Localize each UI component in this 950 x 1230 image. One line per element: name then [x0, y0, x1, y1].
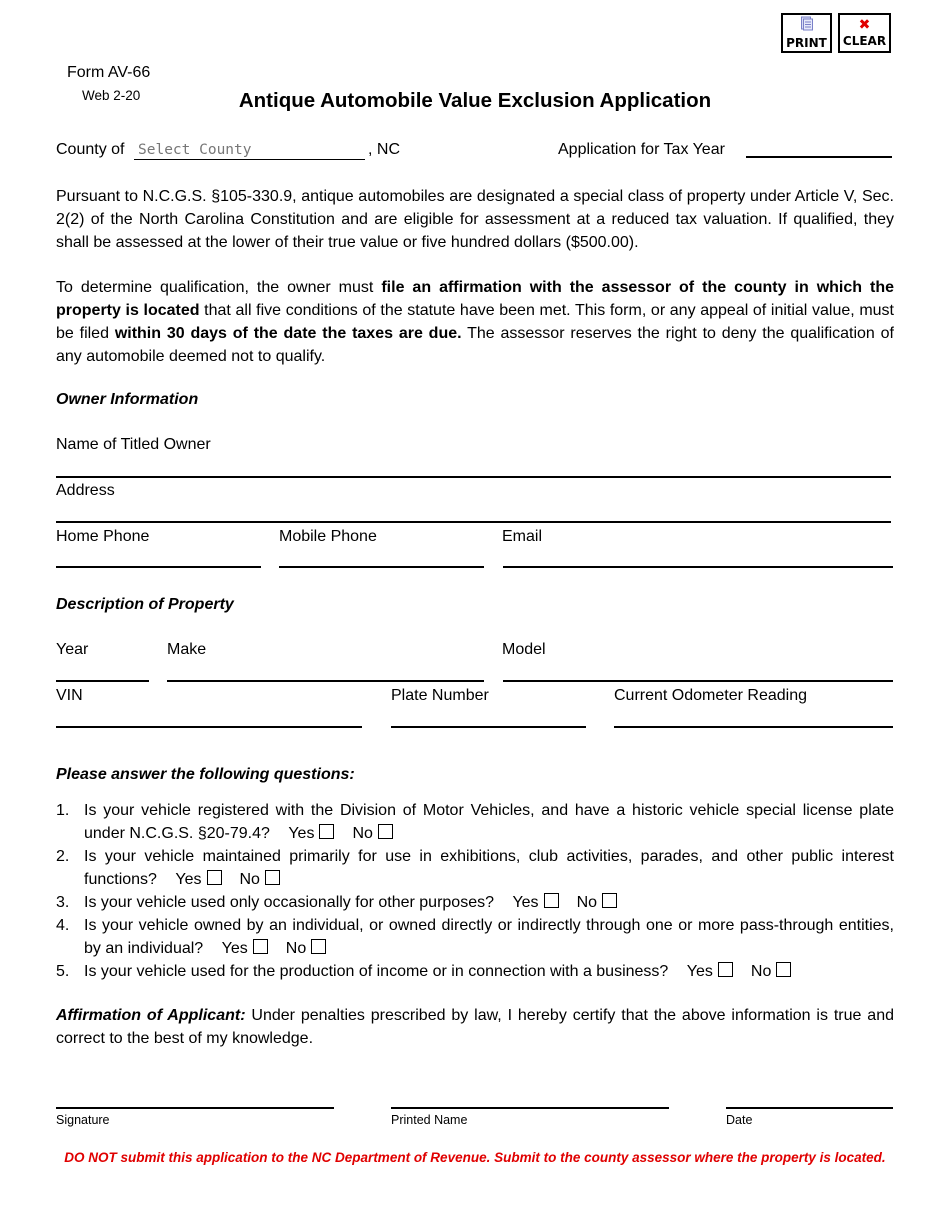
year-field[interactable] [56, 680, 149, 682]
odometer-field[interactable] [614, 726, 893, 728]
model-field[interactable] [503, 680, 893, 682]
county-prefix: County of [56, 141, 125, 158]
email-field[interactable] [503, 566, 893, 568]
intro-paragraph-2: To determine qualification, the owner must file an affirmation with the assessor of the county in which the property is located that all five conditions of the statute have been met. This form, or any appeal of initial value, must be filed within 30 days of the date the taxes are due. The assessor reserves the right to deny the qualification of any automobile deemed not to qualify. [56, 279, 895, 365]
q3-yes-checkbox[interactable] [544, 893, 559, 908]
tax-year-field[interactable] [746, 156, 892, 158]
address-label: Address [56, 482, 115, 499]
make-label: Make [167, 641, 207, 658]
clear-x-icon: ✖ [858, 17, 871, 33]
home-phone-field[interactable] [56, 566, 261, 568]
tax-year-label: Application for Tax Year [558, 141, 725, 158]
owner-heading: Owner Information [56, 391, 199, 408]
owner-name-field[interactable] [56, 476, 891, 478]
q3-no-checkbox[interactable] [602, 893, 617, 908]
property-heading: Description of Property [56, 596, 234, 613]
print-button[interactable] [781, 13, 832, 53]
model-label: Model [502, 641, 546, 658]
county-select-value: Select County [138, 142, 252, 158]
q4-yes-checkbox[interactable] [253, 939, 268, 954]
print-icon [783, 16, 830, 36]
vin-label: VIN [56, 687, 83, 704]
q4-no-checkbox[interactable] [311, 939, 326, 954]
mobile-phone-label: Mobile Phone [279, 528, 377, 545]
form-number: Form AV-66 [67, 64, 151, 81]
q1-yes-checkbox[interactable] [319, 824, 334, 839]
clear-button-label: CLEAR [842, 34, 887, 48]
email-label: Email [502, 528, 543, 545]
q2-no-checkbox[interactable] [265, 870, 280, 885]
address-field[interactable] [56, 521, 891, 523]
year-label: Year [56, 641, 89, 658]
printed-name-label: Printed Name [391, 1113, 468, 1127]
owner-name-label: Name of Titled Owner [56, 436, 211, 453]
plate-field[interactable] [391, 726, 586, 728]
footer-warning: DO NOT submit this application to the NC Department of Revenue. Submit to the county assessor where the property is located. [64, 1150, 886, 1165]
q2-yes-checkbox[interactable] [207, 870, 222, 885]
county-suffix: , NC [368, 141, 400, 158]
plate-label: Plate Number [391, 687, 489, 704]
form-revision: Web 2-20 [82, 88, 141, 103]
question-4: 4. Is your vehicle owned by an individual, or owned directly or indirectly through one or more pass-through entities, by an individual? Yes No [56, 917, 894, 957]
q5-yes-checkbox[interactable] [718, 962, 733, 977]
question-3: 3. Is your vehicle used only occasionally for other purposes? Yes No [56, 891, 894, 914]
date-field[interactable] [726, 1107, 893, 1109]
print-button-label: PRINT [786, 36, 827, 50]
home-phone-label: Home Phone [56, 528, 150, 545]
mobile-phone-field[interactable] [279, 566, 484, 568]
date-label: Date [726, 1113, 753, 1127]
questions-heading: Please answer the following questions: [56, 766, 355, 783]
signature-label: Signature [56, 1113, 110, 1127]
make-field[interactable] [167, 680, 484, 682]
clear-button[interactable] [838, 13, 891, 53]
q1-no-checkbox[interactable] [378, 824, 393, 839]
signature-field[interactable] [56, 1107, 334, 1109]
q5-no-checkbox[interactable] [776, 962, 791, 977]
affirmation: Affirmation of Applicant: Under penalties prescribed by law, I hereby certify that the above information is true and correct to the best of my knowledge. [56, 1007, 895, 1047]
vin-field[interactable] [56, 726, 362, 728]
question-2: 2. Is your vehicle maintained primarily for use in exhibitions, club activities, parades, and other public interest functions? Yes No [56, 848, 894, 888]
question-5: 5. Is your vehicle used for the production of income or in connection with a business? Yes No [56, 960, 894, 983]
odometer-label: Current Odometer Reading [614, 687, 807, 704]
county-select[interactable] [134, 140, 365, 160]
question-1: 1. Is your vehicle registered with the Division of Motor Vehicles, and have a historic vehicle special license plate under N.C.G.S. §20-79.4? Yes No [56, 802, 894, 842]
page-title: Antique Automobile Value Exclusion Application [238, 89, 712, 112]
printed-name-field[interactable] [391, 1107, 669, 1109]
intro-paragraph-1: Pursuant to N.C.G.S. §105-330.9, antique automobiles are designated a special class of property under Article V, Sec. 2(2) of the North Carolina Constitution and are eligible for assessment at a reduced tax valuation. If qualified, they shall be assessed at the lower of their true value or five hundred dollars ($500.00). [56, 188, 894, 251]
